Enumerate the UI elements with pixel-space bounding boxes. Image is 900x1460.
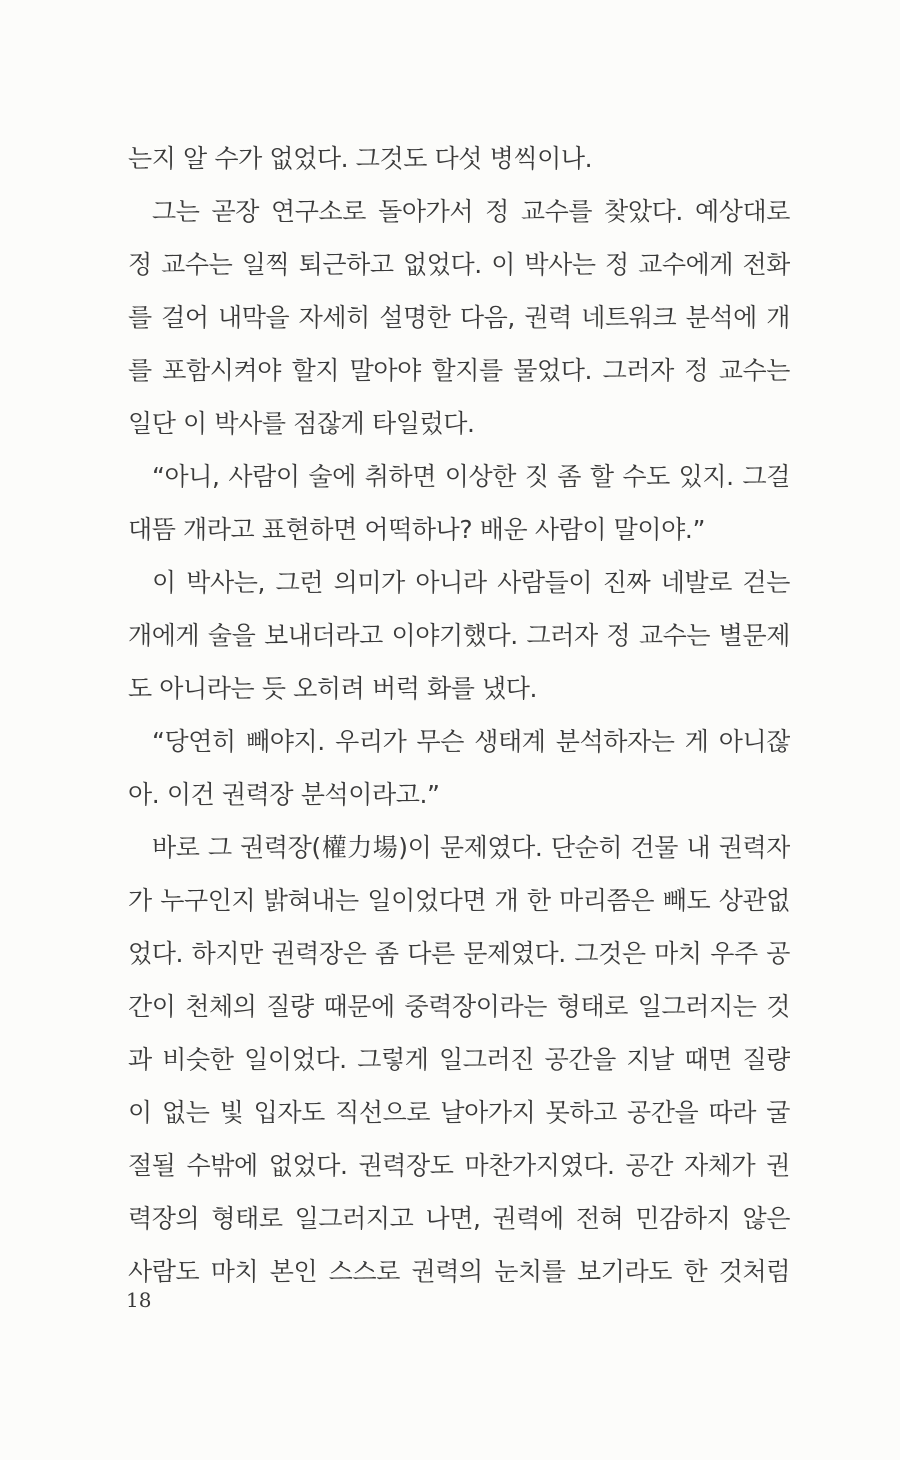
text-line-13: 아. 이건 권력장 분석이라고.” xyxy=(128,780,440,809)
text-line-19: 이 없는 빛 입자도 직선으로 날아가지 못하고 공간을 따라 굴 xyxy=(128,1098,790,1127)
text-line-3: 정 교수는 일찍 퇴근하고 없었다. 이 박사는 정 교수에게 전화 xyxy=(128,250,790,279)
text-line-4: 를 걸어 내막을 자세히 설명한 다음, 권력 네트워크 분석에 개 xyxy=(128,303,790,332)
page-number: 18 xyxy=(126,1288,152,1312)
text-line-1: 는지 알 수가 없었다. 그것도 다섯 병씩이나. xyxy=(128,144,593,173)
text-line-18: 과 비슷한 일이었다. 그렇게 일그러진 공간을 지날 때면 질량 xyxy=(128,1045,790,1074)
body-text xyxy=(128,132,790,1298)
text-line-17: 간이 천체의 질량 때문에 중력장이라는 형태로 일그러지는 것 xyxy=(128,992,790,1021)
text-line-7: “아니, 사람이 술에 취하면 이상한 짓 좀 할 수도 있지. 그걸 xyxy=(152,462,790,491)
text-line-15: 가 누구인지 밝혀내는 일이었다면 개 한 마리쯤은 빼도 상관없 xyxy=(128,886,790,915)
text-line-21: 력장의 형태로 일그러지고 나면, 권력에 전혀 민감하지 않은 xyxy=(128,1204,790,1233)
text-line-2: 그는 곧장 연구소로 돌아가서 정 교수를 찾았다. 예상대로 xyxy=(152,197,790,226)
text-line-12: “당연히 빼야지. 우리가 무슨 생태계 분석하자는 게 아니잖 xyxy=(152,727,790,756)
text-line-22: 사람도 마치 본인 스스로 권력의 눈치를 보기라도 한 것처럼 xyxy=(128,1257,790,1286)
text-line-8: 대뜸 개라고 표현하면 어떡하나? 배운 사람이 말이야.” xyxy=(128,515,706,544)
text-line-6: 일단 이 박사를 점잖게 타일렀다. xyxy=(128,409,475,438)
text-line-9: 이 박사는, 그런 의미가 아니라 사람들이 진짜 네발로 걷는 xyxy=(152,568,790,597)
text-line-10: 개에게 술을 보내더라고 이야기했다. 그러자 정 교수는 별문제 xyxy=(128,621,790,650)
text-line-5: 를 포함시켜야 할지 말아야 할지를 물었다. 그러자 정 교수는 xyxy=(128,356,790,385)
text-line-11: 도 아니라는 듯 오히려 버럭 화를 냈다. xyxy=(128,674,538,703)
text-line-14: 바로 그 권력장(權力場)이 문제였다. 단순히 건물 내 권력자 xyxy=(152,833,790,862)
text-line-20: 절될 수밖에 없었다. 권력장도 마찬가지였다. 공간 자체가 권 xyxy=(128,1151,790,1180)
text-line-16: 었다. 하지만 권력장은 좀 다른 문제였다. 그것은 마치 우주 공 xyxy=(128,939,790,968)
